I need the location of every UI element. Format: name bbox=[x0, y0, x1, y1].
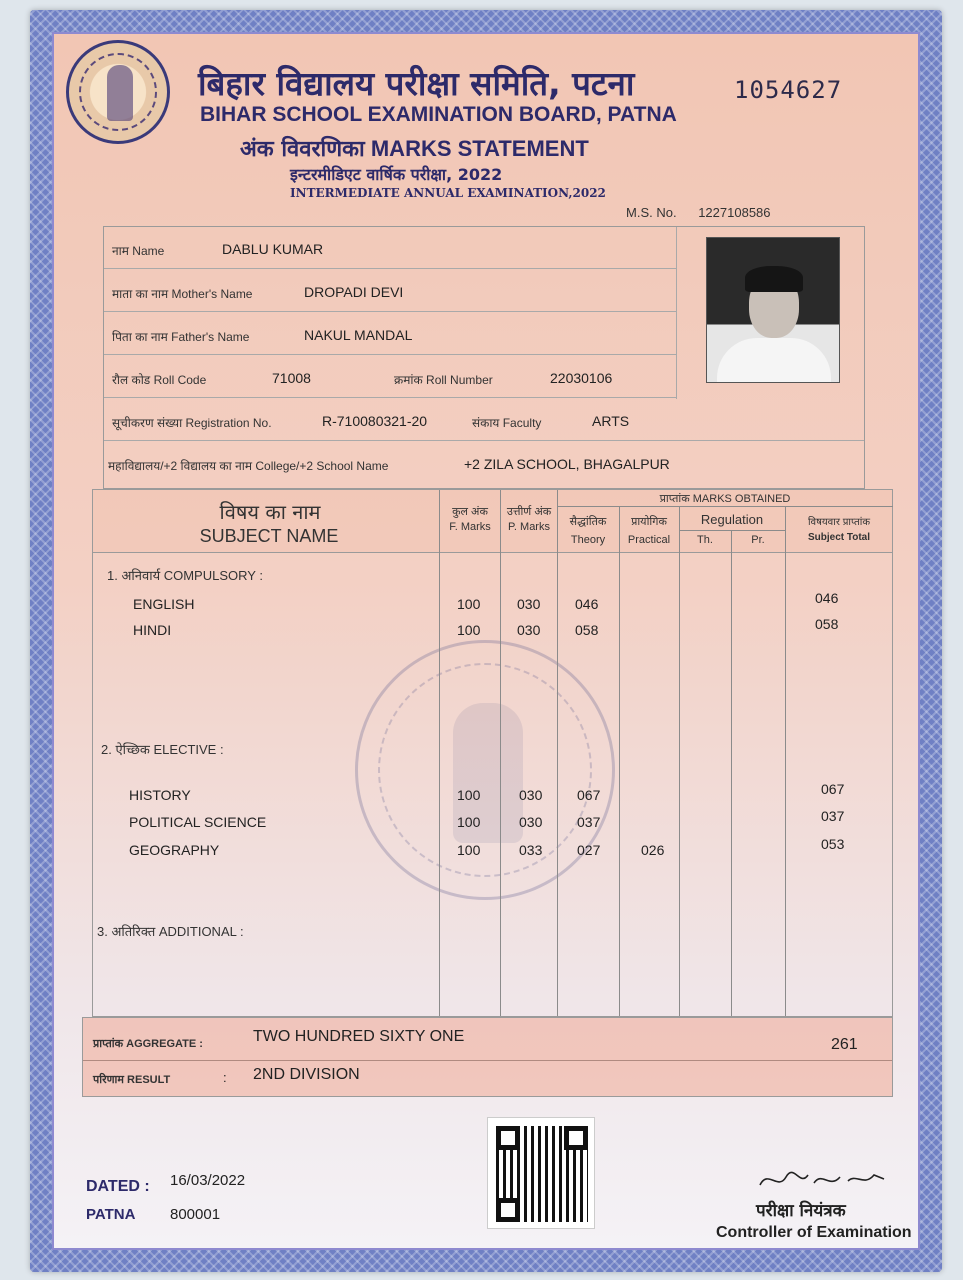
roll-row bbox=[104, 356, 676, 398]
section-elective: 2. ऐच्छिक ELECTIVE : bbox=[101, 742, 224, 757]
result-colon: : bbox=[223, 1070, 227, 1085]
board-emblem-seal bbox=[66, 40, 170, 144]
college-row bbox=[104, 442, 864, 484]
place: PATNA bbox=[86, 1206, 136, 1223]
registration-number: R-710080321-20 bbox=[322, 413, 428, 429]
pass-marks: 030 bbox=[519, 814, 543, 830]
father-name: NAKUL MANDAL bbox=[304, 327, 413, 343]
practical-header: Practical bbox=[627, 534, 671, 546]
controller-title: Controller of Examination bbox=[716, 1224, 912, 1241]
father-label: पिता का नाम Father's Name bbox=[112, 330, 250, 344]
controller-title-hindi: परीक्षा नियंत्रक bbox=[756, 1201, 846, 1221]
section-compulsory: 1. अनिवार्य COMPULSORY : bbox=[107, 568, 263, 583]
subject-name: GEOGRAPHY bbox=[129, 842, 220, 858]
subject-name: ENGLISH bbox=[133, 596, 195, 612]
title-english: BIHAR SCHOOL EXAMINATION BOARD, PATNA bbox=[200, 103, 677, 126]
ms-number bbox=[626, 205, 771, 220]
subject-total-header-hindi: विषयवार प्राप्तांक bbox=[807, 517, 871, 528]
subject-total: 067 bbox=[821, 781, 845, 797]
regulation-th-header: Th. bbox=[697, 534, 713, 546]
pass-marks: 033 bbox=[519, 842, 543, 858]
father-row bbox=[104, 313, 676, 355]
fmarks-header-hindi: कुल अंक bbox=[452, 506, 488, 518]
faculty-label: संकाय Faculty bbox=[472, 416, 542, 430]
statement-title-english: MARKS STATEMENT bbox=[370, 136, 589, 161]
section-additional: 3. अतिरिक्त ADDITIONAL : bbox=[97, 924, 244, 939]
theory-marks: 058 bbox=[575, 622, 599, 638]
controller-signature bbox=[752, 1165, 892, 1195]
marks-obtained-header: प्राप्तांक MARKS OBTAINED bbox=[659, 493, 791, 505]
practical-marks: 026 bbox=[641, 842, 665, 858]
qr-code bbox=[487, 1117, 595, 1229]
statement-title bbox=[240, 133, 589, 163]
table-header bbox=[93, 490, 892, 553]
practical-header-hindi: प्रायोगिक bbox=[631, 516, 667, 528]
full-marks: 100 bbox=[457, 596, 481, 612]
student-photo bbox=[706, 237, 840, 383]
subject-total: 046 bbox=[815, 590, 839, 606]
result-label: परिणाम RESULT bbox=[93, 1074, 171, 1086]
subject-row bbox=[93, 836, 892, 862]
exam-title-english: INTERMEDIATE ANNUAL EXAMINATION,2022 bbox=[290, 186, 606, 200]
fmarks-header: F. Marks bbox=[449, 521, 491, 533]
subject-row bbox=[93, 590, 892, 616]
issue-date: 16/03/2022 bbox=[170, 1172, 246, 1189]
full-marks: 100 bbox=[457, 814, 481, 830]
subject-header-hindi: विषय का नाम bbox=[219, 500, 321, 524]
subject-total: 037 bbox=[821, 808, 845, 824]
pin-code: 800001 bbox=[170, 1206, 221, 1223]
theory-header: Theory bbox=[570, 534, 606, 546]
mother-row bbox=[104, 270, 676, 312]
theory-marks: 067 bbox=[577, 787, 601, 803]
registration-row bbox=[104, 399, 864, 441]
roll-code: 71008 bbox=[272, 370, 311, 386]
college-name: +2 ZILA SCHOOL, BHAGALPUR bbox=[464, 456, 670, 472]
subject-header-english: SUBJECT NAME bbox=[199, 526, 339, 546]
ms-number-label: M.S. No. bbox=[626, 205, 677, 220]
exam-title-hindi: इन्टरमीडिएट वार्षिक परीक्षा, 2022 bbox=[290, 165, 503, 184]
aggregate-value: 261 bbox=[831, 1036, 858, 1053]
dated-label: DATED : bbox=[86, 1178, 150, 1195]
theory-header-hindi: सैद्धांतिक bbox=[569, 516, 607, 528]
statement-title-hindi: अंक विवरणिका bbox=[240, 137, 365, 162]
mother-name: DROPADI DEVI bbox=[304, 284, 404, 300]
aggregate-box bbox=[82, 1017, 893, 1097]
name-label: नाम Name bbox=[112, 244, 165, 258]
subject-total: 058 bbox=[815, 616, 839, 632]
faculty: ARTS bbox=[592, 413, 630, 429]
full-marks: 100 bbox=[457, 622, 481, 638]
subject-total-header: Subject Total bbox=[807, 532, 871, 543]
regulation-pr-header: Pr. bbox=[751, 534, 765, 546]
regulation-header: Regulation bbox=[700, 512, 764, 527]
theory-marks: 027 bbox=[577, 842, 601, 858]
ms-number-value: 1227108586 bbox=[698, 205, 771, 220]
pass-marks: 030 bbox=[517, 596, 541, 612]
aggregate-label: प्राप्तांक AGGREGATE : bbox=[93, 1038, 203, 1050]
name-row bbox=[104, 227, 676, 269]
result-value: 2ND DIVISION bbox=[253, 1066, 360, 1083]
registration-label: सूचीकरण संख्या Registration No. bbox=[112, 416, 272, 430]
roll-number-label: क्रमांक Roll Number bbox=[394, 373, 493, 387]
subject-row bbox=[93, 616, 892, 642]
serial-number: 1054627 bbox=[734, 76, 843, 104]
mother-label: माता का नाम Mother's Name bbox=[112, 287, 253, 301]
theory-marks: 037 bbox=[577, 814, 601, 830]
college-label: महाविद्यालय/+2 विद्यालय का नाम College/+2 School Name bbox=[108, 459, 389, 473]
subject-name: HINDI bbox=[133, 622, 172, 638]
subject-row bbox=[93, 781, 892, 807]
full-marks: 100 bbox=[457, 787, 481, 803]
pmarks-header: P. Marks bbox=[508, 521, 550, 533]
subject-name: POLITICAL SCIENCE bbox=[129, 814, 267, 830]
title-hindi: बिहार विद्यालय परीक्षा समिति, पटना bbox=[198, 64, 635, 103]
subject-name: HISTORY bbox=[129, 787, 191, 803]
pmarks-header-hindi: उत्तीर्ण अंक bbox=[506, 506, 552, 518]
aggregate-words: TWO HUNDRED SIXTY ONE bbox=[253, 1028, 465, 1045]
full-marks: 100 bbox=[457, 842, 481, 858]
marks-table bbox=[92, 489, 893, 1017]
subject-total: 053 bbox=[821, 836, 845, 852]
pass-marks: 030 bbox=[519, 787, 543, 803]
subject-row bbox=[93, 808, 892, 834]
pass-marks: 030 bbox=[517, 622, 541, 638]
student-name: DABLU KUMAR bbox=[222, 241, 324, 257]
theory-marks: 046 bbox=[575, 596, 599, 612]
roll-number: 22030106 bbox=[550, 370, 613, 386]
roll-code-label: रौल कोड Roll Code bbox=[112, 373, 207, 387]
